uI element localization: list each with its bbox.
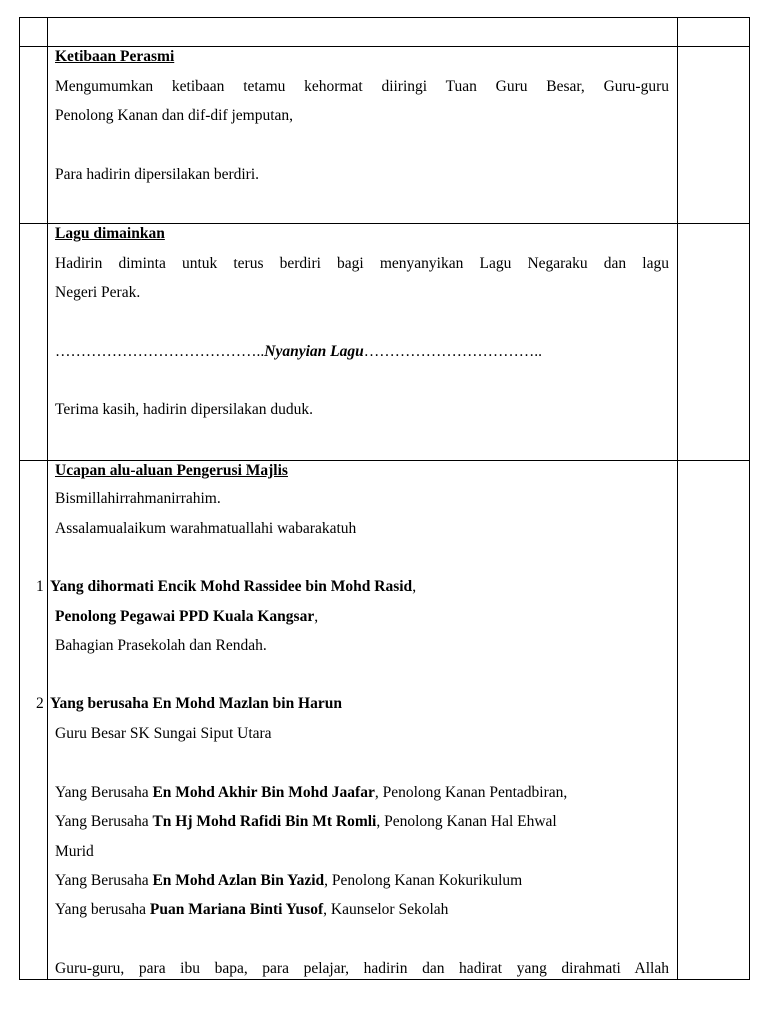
paragraph-line: Hadirin diminta untuk terus berdiri bagi menyanyikan Lagu Negaraku dan lagu: [55, 255, 669, 272]
staff-name: Puan Mariana Binti Yusof: [149, 901, 324, 918]
guest-line: [50, 577, 416, 597]
table-border-left: [19, 17, 20, 980]
staff-role: , Penolong Kanan Pentadbiran,: [374, 784, 568, 801]
list-number: 1: [36, 578, 44, 595]
paragraph-line: Penolong Kanan dan dif-dif jemputan,: [55, 107, 294, 124]
paragraph-line: Negeri Perak.: [55, 284, 141, 301]
staff-name: En Mohd Azlan Bin Yazid: [152, 872, 325, 889]
guest-line: [50, 694, 342, 714]
table-border-bottom: [19, 979, 750, 980]
staff-prefix: Yang Berusaha: [55, 813, 153, 830]
guest-name: Yang dihormati Encik Mohd Rassidee bin Mohd Rasid: [50, 578, 413, 595]
dots-left: …………………………………..: [55, 343, 265, 360]
guest-line: Bahagian Prasekolah dan Rendah.: [55, 637, 267, 654]
staff-role: , Penolong Kanan Kokurikulum: [324, 872, 523, 889]
punctuation: ,: [412, 578, 417, 595]
paragraph-line: Guru-guru, para ibu bapa, para pelajar, hadirin dan hadirat yang dirahmati Allah: [55, 960, 669, 977]
guest-line: [55, 607, 318, 627]
staff-role: , Kaunselor Sekolah: [323, 901, 449, 918]
list-number: 2: [36, 695, 44, 712]
song-line: [55, 342, 542, 362]
staff-role: Murid: [55, 843, 94, 860]
staff-line: [55, 842, 94, 862]
staff-name: En Mohd Akhir Bin Mohd Jaafar: [152, 784, 375, 801]
staff-prefix: Yang Berusaha: [55, 784, 153, 801]
paragraph-line: Mengumumkan ketibaan tetamu kehormat diiringi Tuan Guru Besar, Guru-guru: [55, 78, 669, 95]
staff-line: [55, 812, 557, 832]
table-divider-col2: [677, 17, 678, 980]
table-divider-col1: [47, 17, 48, 980]
section-heading: Lagu dimainkan: [55, 225, 165, 242]
greeting-line: Bismillahirrahmanirrahim.: [55, 490, 221, 507]
staff-line: [55, 871, 522, 891]
table-border-top: [19, 17, 750, 18]
staff-prefix: Yang Berusaha: [55, 872, 153, 889]
section-heading: Ucapan alu-aluan Pengerusi Majlis: [55, 462, 288, 479]
greeting-line: Assalamualaikum warahmatuallahi wabarakatuh: [55, 520, 357, 537]
paragraph-line: Terima kasih, hadirin dipersilakan duduk.: [55, 401, 314, 418]
song-label: Nyanyian Lagu: [264, 343, 364, 360]
staff-prefix: Yang berusaha: [55, 901, 150, 918]
table-border-right: [749, 17, 750, 980]
staff-line: [55, 900, 448, 920]
punctuation: ,: [314, 608, 319, 625]
guest-title: Penolong Pegawai PPD Kuala Kangsar: [55, 608, 315, 625]
staff-role: , Penolong Kanan Hal Ehwal: [376, 813, 557, 830]
section-heading: Ketibaan Perasmi: [55, 48, 175, 65]
staff-line: [55, 783, 567, 803]
guest-line: Guru Besar SK Sungai Siput Utara: [55, 725, 272, 742]
dots-right: ……………………………..: [363, 343, 542, 360]
paragraph-line: Para hadirin dipersilakan berdiri.: [55, 166, 260, 183]
staff-name: Tn Hj Mohd Rafidi Bin Mt Romli: [152, 813, 377, 830]
guest-name: Yang berusaha En Mohd Mazlan bin Harun: [50, 695, 342, 712]
